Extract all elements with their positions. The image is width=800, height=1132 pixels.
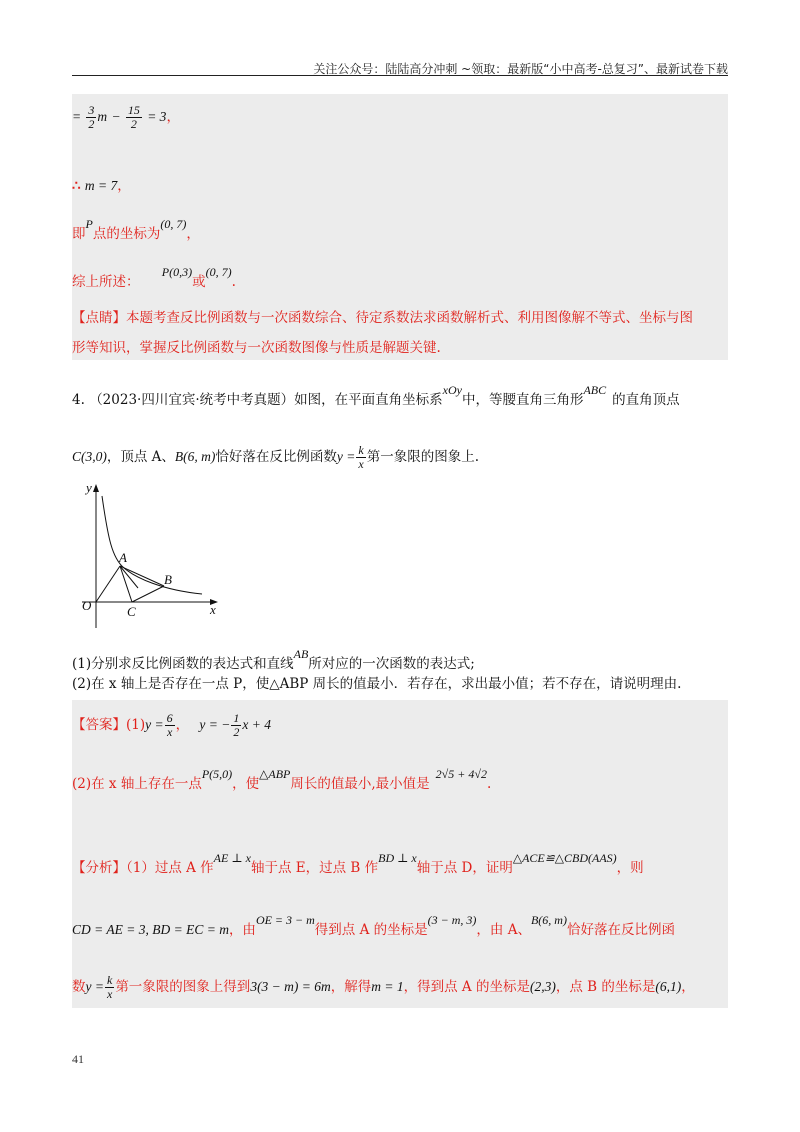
fraction: $\frac{k}{x}$ bbox=[358, 443, 364, 471]
label-B: B bbox=[164, 572, 172, 587]
analysis-line-3: 数y = $\frac{k}{x}$ 第一象限的图象上得到3(3 − m) = 6m，解得m = 1，得到点 A 的坐标是(2,3)，点 B 的坐标是(6,1)， bbox=[72, 973, 695, 1001]
analysis-tag: 【分析】 bbox=[72, 860, 126, 876]
fraction: $\frac{1}{2}$ bbox=[233, 711, 240, 739]
question-part-2: (2)在 x 轴上是否存在一点 P，使△ABP 周长的值最小．若存在，求出最小值；若不存在，请说明理由. bbox=[72, 676, 682, 692]
page-number: 41 bbox=[72, 1052, 84, 1066]
analysis-line-2: CD = AE = 3, BD = EC = m，由OE = 3 − m得到点 A 的坐标是(3 − m, 3)，由 A、B(6, m)恰好落在反比例函 bbox=[72, 913, 675, 938]
hyperbola-curve bbox=[102, 496, 202, 594]
solution-line-2: ∴ m = 7， bbox=[72, 178, 131, 194]
analysis-line-1: 【分析】（1）过点 A 作AE ⊥ x轴于点 E，过点 B 作BD ⊥ x轴于点 D，证明△ACE≌△CBD(AAS)，则 bbox=[72, 851, 644, 876]
label-y: y bbox=[86, 480, 92, 495]
question-line-2: C(3,0)，顶点 A、B(6, m)恰好落在反比例函数y = $\frac{k}{x}$ 第一象限的图象上. bbox=[72, 443, 480, 471]
answer-tag: 【答案】 bbox=[72, 717, 126, 733]
label-A: A bbox=[119, 550, 127, 565]
comment-tag: 【点睛】 bbox=[72, 310, 126, 326]
header-divider bbox=[72, 75, 728, 76]
solution-line-4: 综上所述： P(0,3)或(0, 7). bbox=[72, 265, 236, 290]
fraction: $\frac{15}{2}$ bbox=[127, 103, 140, 131]
segment-CB bbox=[132, 586, 164, 602]
label-C: C bbox=[127, 604, 136, 619]
comment-line-2: 形等知识，掌握反比例函数与一次函数图像与性质是解题关键. bbox=[72, 340, 441, 356]
page-header: 关注公众号：陆陆高分冲刺 ~领取：最新版“小中高考-总复习”、最新试卷下载 bbox=[313, 62, 728, 76]
solution-line-1: = $\frac{3}{2}$ m − $\frac{15}{2}$ = 3， bbox=[72, 103, 180, 131]
segment-AD bbox=[120, 566, 138, 588]
label-O: O bbox=[82, 598, 92, 613]
answer-line-1: 【答案】(1)y = $\frac{6}{x}$ ， y = − $\frac{1}{2}$ x + 4 bbox=[72, 711, 271, 739]
fraction: $\frac{6}{x}$ bbox=[166, 711, 173, 739]
comment-line-1: 【点睛】本题考查反比例函数与一次函数综合、待定系数法求函数解析式、利用图像解不等式、坐标与图 bbox=[72, 310, 693, 326]
question-part-1: (1)分别求反比例函数的表达式和直线AB所对应的一次函数的表达式; bbox=[72, 647, 475, 672]
segment-AC bbox=[120, 566, 132, 602]
y-axis-arrow bbox=[93, 484, 99, 492]
question-number: 4. bbox=[72, 392, 85, 408]
segment-OA bbox=[96, 566, 120, 602]
fraction: $\frac{k}{x}$ bbox=[106, 973, 113, 1001]
segment-AB bbox=[120, 566, 164, 586]
label-x: x bbox=[210, 602, 216, 617]
coordinate-figure bbox=[72, 478, 232, 630]
question-line-1: 4. （2023·四川宜宾·统考中考真题）如图，在平面直角坐标系xOy中，等腰直角三角形ABC的直角顶点 bbox=[72, 383, 680, 408]
answer-line-2: (2)在 x 轴上存在一点P(5,0)，使△ABP周长的值最小,最小值是2√5 + 4√2. bbox=[72, 767, 492, 792]
solution-line-3: 即P点的坐标为(0, 7)， bbox=[72, 217, 200, 242]
fraction: $\frac{3}{2}$ bbox=[88, 103, 95, 131]
